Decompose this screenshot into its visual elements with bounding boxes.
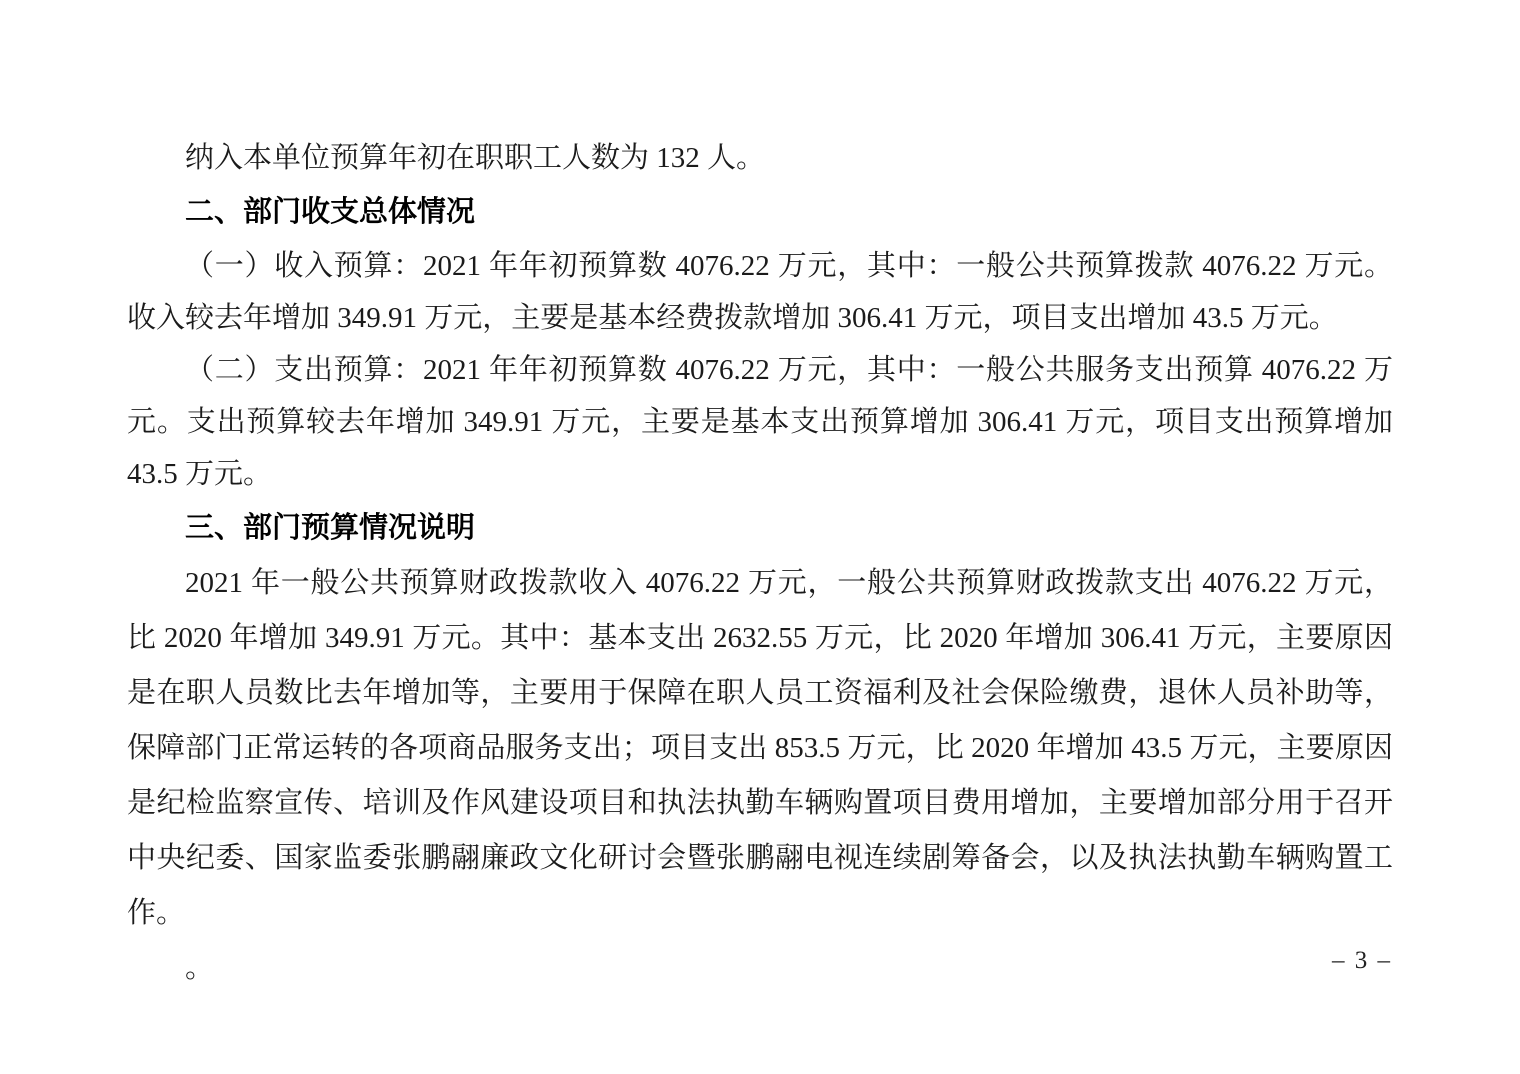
paragraph-income-budget: （一）收入预算：2021 年年初预算数 4076.22 万元，其中：一般公共预算拨款 4076.22 万元。收入较去年增加 349.91 万元，主要是基本经费拨款增加 306.41 万元，项目支出增加 43.5 万元。 [127,250,1393,334]
page-number: – 3 – [1332,947,1392,974]
heading-section-2-revenue-expenditure-overview: 二、部门收支总体情况 [185,196,476,228]
paragraph-staff-count: 纳入本单位预算年初在职职工人数为 132 人。 [185,142,766,174]
paragraph-stray-period: 。 [185,952,215,984]
paragraph-budget-explanation: 2021 年一般公共预算财政拨款收入 4076.22 万元，一般公共预算财政拨款支出 4076.22 万元，比 2020 年增加 349.91 万元。其中：基本支出 2632.55 万元，比 2020 年增加 306.41 万元，主要原因是在职人员数比去年增加等，主要用于保障在职人员工资福利及社会保险缴费，退休人员补助等，保障部门正常运转的各项商品服务支出；项目支出 853.5 万元，比 2020 年增加 43.5 万元，主要原因是纪检监察宣传、培训及作风建设项目和执法执勤车辆购置项目费用增加，主要增加部分用于召开中央纪委、国家监委张鹏翮廉政文化研讨会暨张鹏翮电视连续剧筹备会，以及执法执勤车辆购置工作。 [127,567,1393,929]
document-body [127,132,1393,996]
heading-section-3-budget-explanation: 三、部门预算情况说明 [185,512,476,544]
paragraph-expenditure-budget: （二）支出预算：2021 年年初预算数 4076.22 万元，其中：一般公共服务支出预算 4076.22 万元。支出预算较去年增加 349.91 万元，主要是基本支出预算增加 306.41 万元，项目支出预算增加 43.5 万元。 [127,354,1393,490]
